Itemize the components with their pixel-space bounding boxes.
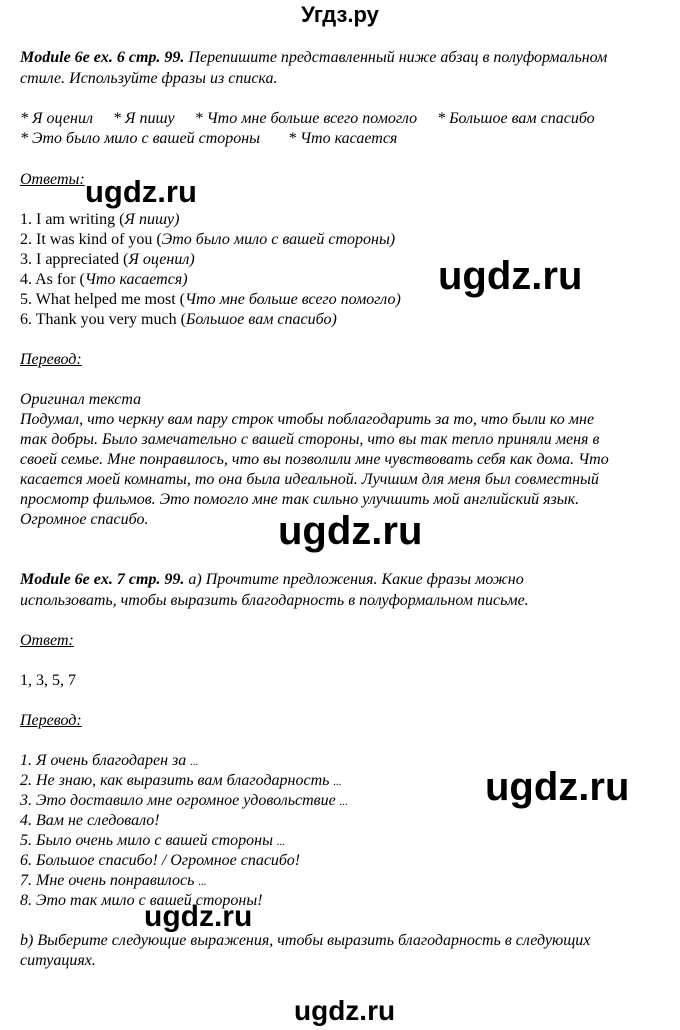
watermark-text: ugdz.ru xyxy=(438,254,583,298)
watermark-text: ugdz.ru xyxy=(485,765,630,809)
ex7-translation-label: Перевод: xyxy=(20,712,82,729)
translation-item: 2. Не знаю, как выразить вам благодарность ... xyxy=(20,772,342,789)
site-title: Угдз.ру xyxy=(301,2,379,27)
answer-item: 6. Thank you very much (Большое вам спасибо) xyxy=(20,311,337,328)
translation-item: 8. Это так мило с вашей стороны! xyxy=(20,892,263,909)
original-line: Огромное спасибо. xyxy=(20,511,149,528)
ex7-task-line2: использовать, чтобы выразить благодарность в полуформальном письме. xyxy=(20,592,529,609)
part-b-line2: ситуациях. xyxy=(20,952,96,969)
watermark-text: ugdz.ru xyxy=(278,509,423,553)
ex7-task-line1 xyxy=(20,570,524,591)
translation-item: 5. Было очень мило с вашей стороны ... xyxy=(20,832,286,849)
translation-item: 6. Большое спасибо! / Огромное спасибо! xyxy=(20,852,301,869)
ex6-task-line1 xyxy=(20,48,607,69)
part-b-line1: b) Выберите следующие выражения, чтобы выразить благодарность в следующих xyxy=(20,932,591,949)
answer-item: 3. I appreciated (Я оценил) xyxy=(20,251,195,268)
translation-item: 1. Я очень благодарен за ... xyxy=(20,752,199,769)
ex7-answer-value: 1, 3, 5, 7 xyxy=(20,672,76,689)
translation-item: 3. Это доставило мне огромное удовольствие ... xyxy=(20,792,348,809)
ex6-phrases-line1: * Я оценил * Я пишу * Что мне больше всего помогло * Большое вам спасибо xyxy=(20,110,595,127)
watermark-text: ugdz.ru xyxy=(85,174,197,209)
answer-item: 1. I am writing (Я пишу) xyxy=(20,211,180,228)
original-line: своей семье. Мне понравилось, что вы позволили мне чувствовать себя как дома. Что xyxy=(20,451,609,468)
ex6-translation-label: Перевод: xyxy=(20,351,82,368)
answer-item: 2. It was kind of you (Это было мило с вашей стороны) xyxy=(20,231,396,248)
ex6-phrases-line2: * Это было мило с вашей стороны * Что касается xyxy=(20,130,398,147)
translation-item: 7. Мне очень понравилось ... xyxy=(20,872,207,889)
ex7-heading: Module 6e ex. 7 стр. 99. xyxy=(20,571,185,588)
ex6-heading: Module 6e ex. 6 стр. 99. xyxy=(20,49,185,66)
original-heading: Оригинал текста xyxy=(20,391,142,408)
original-line: касается моей комнаты, то она была идеальной. Лучшим для меня был совместный xyxy=(20,471,599,488)
ex6-task-line2: стиле. Используйте фразы из списка. xyxy=(20,70,278,87)
original-line: просмотр фильмов. Это помогло мне так сильно улучшить мой английский язык. xyxy=(20,491,580,508)
ex7-answer-label: Ответ: xyxy=(20,632,74,649)
ex6-answers-label: Ответы: xyxy=(20,171,85,188)
answer-item: 5. What helped me most (Что мне больше всего помогло) xyxy=(20,291,401,308)
watermark-text: ugdz.ru xyxy=(144,900,253,933)
watermark-text: ugdz.ru xyxy=(294,995,396,1026)
original-line: Подумал, что черкну вам пару строк чтобы поблагодарить за то, что были ко мне xyxy=(20,411,595,428)
translation-item: 4. Вам не следовало! xyxy=(20,812,160,829)
ex7-task-text: а) Прочтите предложения. Какие фразы можно xyxy=(184,571,524,588)
answer-item: 4. As for (Что касается) xyxy=(20,271,188,288)
ex6-task-text: Перепишите представленный ниже абзац в полуформальном xyxy=(184,49,608,66)
original-line: так добры. Было замечательно с вашей стороны, что вы так тепло приняли меня в xyxy=(20,431,600,448)
